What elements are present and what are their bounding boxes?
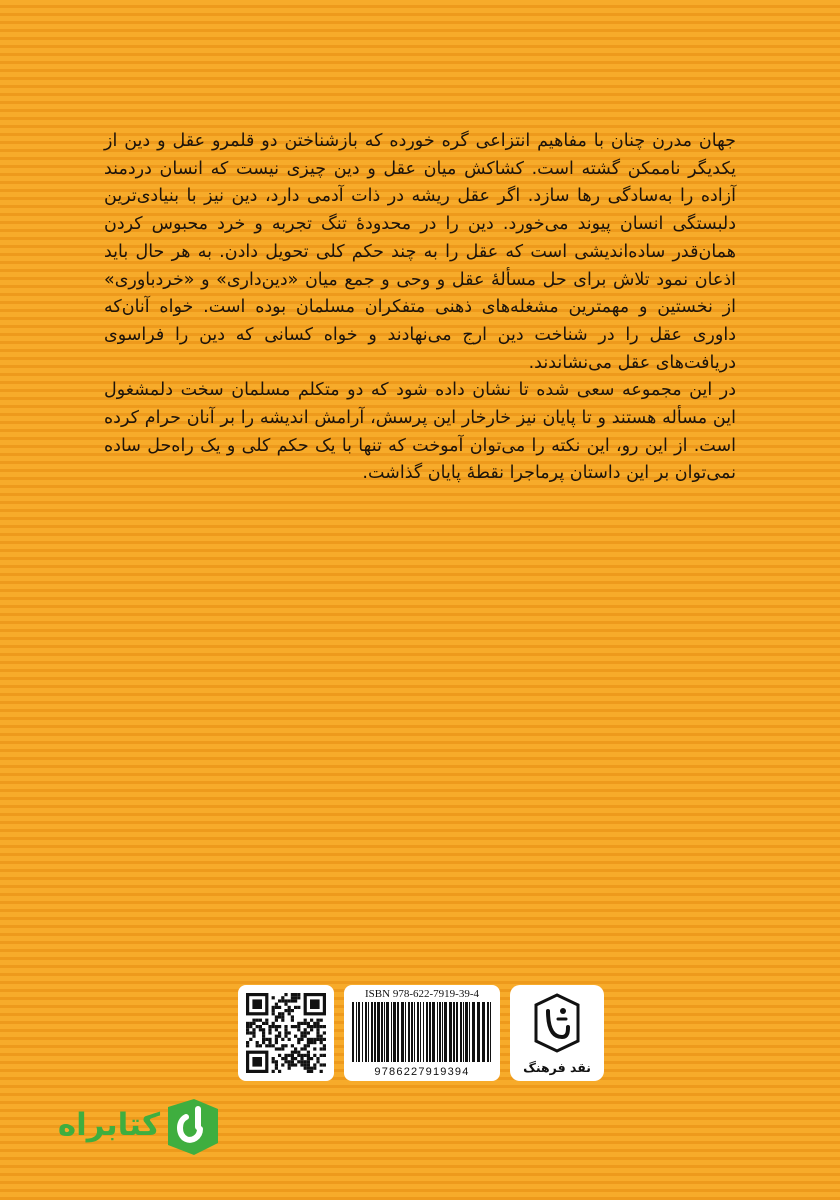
qr-code[interactable] [238, 985, 334, 1081]
qr-code-icon [246, 993, 326, 1073]
back-cover-blurb [104, 128, 736, 488]
blurb-paragraph-1: جهان مدرن چنان با مفاهیم انتزاعی گره خورده که بازشناختن دو قلمرو عقل و دین از یکدیگر ناممکن گشته است. کشاکش میان عقل و دین چیزی نیست که انسان دردمند آزاده را به‌سادگی رها سازد. اگر عقل ریشه در ذات آدمی دارد، دین نیز با بنیادی‌ترین دلبستگی انسان پیوند می‌خورد. دین را در محدودهٔ تنگ تجربه و خرد محبوس کردن همان‌قدر ساده‌اندیشی است که عقل را به چند حکم کلی تحویل دادن. به هر حال باید اذعان نمود تلاش برای حل مسألهٔ عقل و وحی و جمع میان «دین‌داری» و «خردباوری» از نخستین و مهمترین مشغله‌های ذهنی متفکران مسلمان بوده است. خواه آنان‌که داوری عقل را در شناخت دین ارج می‌نهادند و خواه کسانی که دین را فراسوی دریافت‌های عقل می‌نشاندند. [104, 131, 736, 373]
publisher-name: نقد فرهنگ [523, 1060, 591, 1075]
ean-digits: 9786227919394 [374, 1066, 470, 1078]
blurb-paragraph-2: در این مجموعه سعی شده تا نشان داده شود که دو متکلم مسلمان سخت دلمشغول این مسأله هستند و تا پایان نیز خارخار این پرسش، آرامش اندیشه را بر آنان حرام کرده است. از این رو، این نکته را می‌توان آموخت که تنها با یک حکم کلی و یک راه‌حل ساده نمی‌توان بر این داستان پرماجرا نقطهٔ پایان گذاشت. [104, 380, 736, 484]
isbn-barcode [344, 985, 500, 1081]
isbn-label: ISBN 978-622-7919-39-4 [365, 988, 479, 1000]
publisher-crest-icon [532, 993, 582, 1053]
barcode-icon [352, 1002, 492, 1062]
ketabrah-wordmark: کتابراه [57, 1107, 160, 1143]
publisher-logo [510, 985, 604, 1081]
ketabrah-logo [38, 1097, 222, 1157]
ketabrah-mark-icon [164, 1097, 222, 1157]
